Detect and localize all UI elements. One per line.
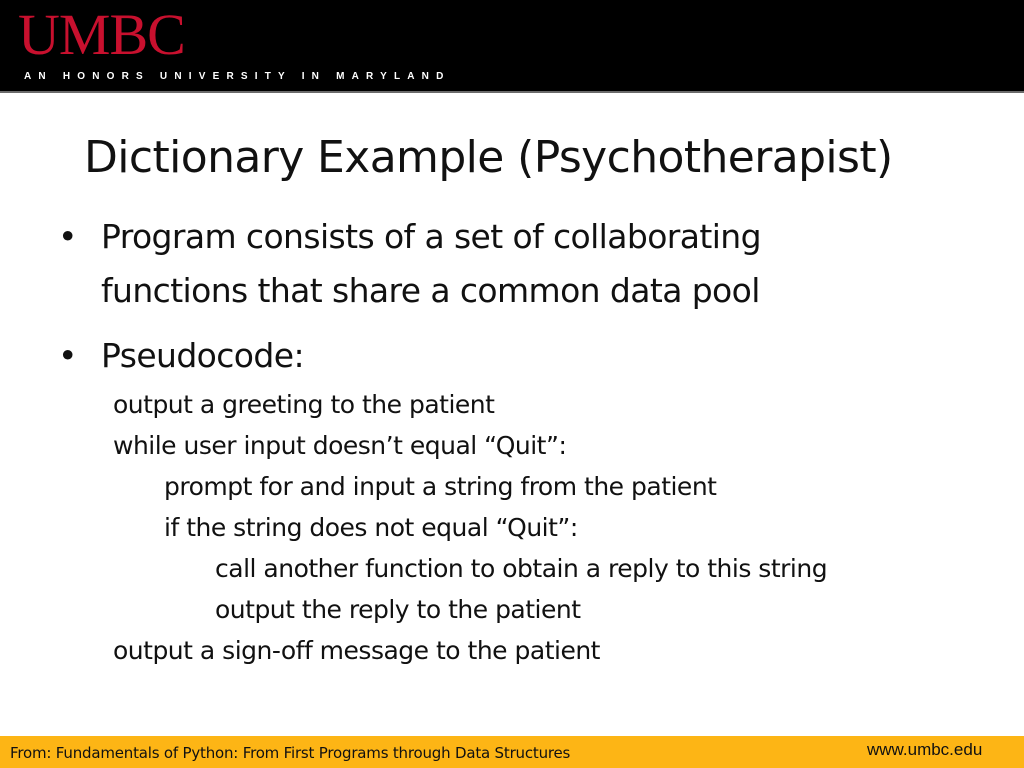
pseudocode-line: call another function to obtain a reply to this string [215,554,828,583]
bullet-2-line-1: Pseudocode: [101,336,304,375]
source-citation: From: Fundamentals of Python: From First Programs through Data Structures [10,744,571,762]
pseudocode-line: output a greeting to the patient [113,390,495,419]
umbc-logo[interactable]: UMBC [18,2,185,67]
bullet-1-line-2: functions that share a common data pool [101,271,760,310]
slide-title: Dictionary Example (Psychotherapist) [84,132,893,183]
header-bar [0,0,1024,93]
bullet-marker: • [58,336,78,375]
bullet-marker: • [58,217,78,256]
pseudocode-line: while user input doesn’t equal “Quit”: [113,431,567,460]
website-link[interactable]: www.umbc.edu [867,740,983,759]
logo-tagline: AN HONORS UNIVERSITY IN MARYLAND [24,71,451,82]
pseudocode-line: prompt for and input a string from the patient [164,472,717,501]
pseudocode-line: if the string does not equal “Quit”: [164,513,578,542]
bullet-1-line-1: Program consists of a set of collaborating [101,217,761,256]
pseudocode-line: output the reply to the patient [215,595,581,624]
pseudocode-line: output a sign-off message to the patient [113,636,600,665]
